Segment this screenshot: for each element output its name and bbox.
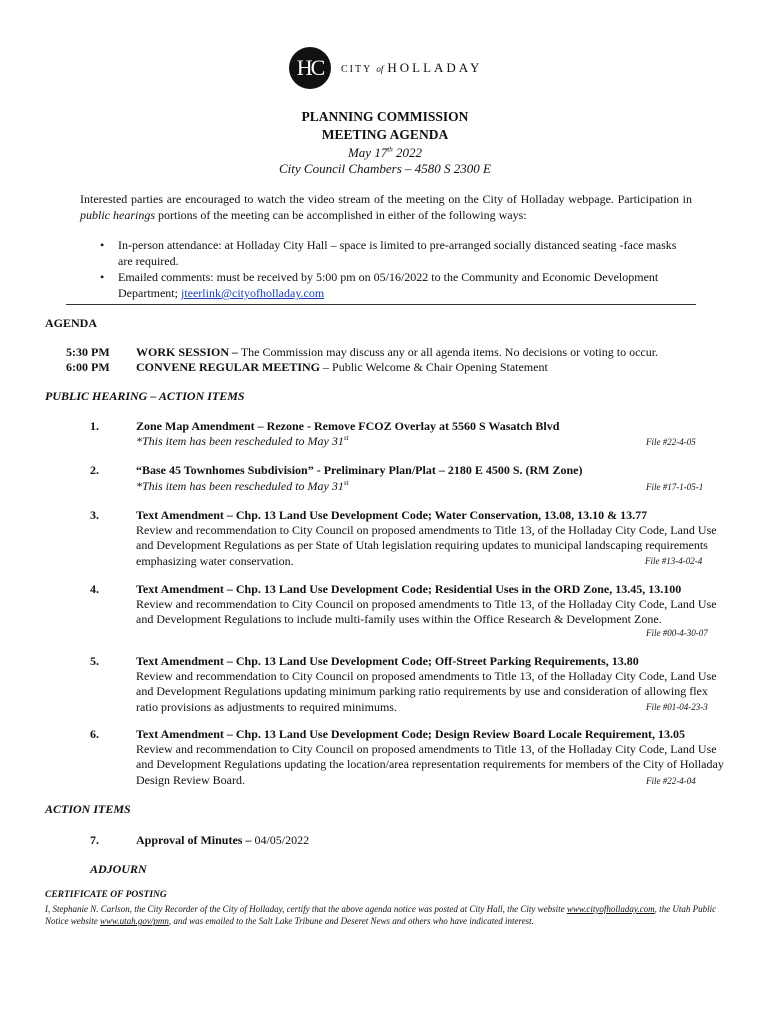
bullet-in-person: • In-person attendance: at Holladay City Hall – space is limited to pre-arranged socially distanced seating -face masks are required. — [100, 238, 677, 268]
item-number: 7. — [90, 833, 99, 847]
bullet-emailed: • Emailed comments: must be received by 5:00 pm on 05/16/2022 to the Community and Economic Development Department; jteerlink@cityofholladay.com — [100, 270, 659, 300]
certificate-text: I, Stephanie N. Carlson, the City Recorder of the City of Holladay, certify that the above agenda notice was posted at City Hall, the City website www.cityofholladay.com, the Utah Public Notice website www.utah.gov/pmn, and was emailed to the Salt Lake Tribune and Deseret News and others who have indicated interest. — [45, 904, 717, 926]
item-description: Review and recommendation to City Council on proposed amendments to Title 13, of the Holladay City Code, Land Use and Development Regulations updating minimum parking ratio requirements by use and consideration of allowing flex ratio provisions as adjustments to required minimums. — [136, 669, 717, 714]
item-title: Text Amendment – Chp. 13 Land Use Development Code; Residential Uses in the ORD Zone, 13.45, 13.100 — [136, 582, 682, 596]
city-name: CITY of HOLLADAY — [341, 60, 483, 75]
work-session: WORK SESSION – The Commission may discuss any or all agenda items. No decisions or voting to occur. — [136, 345, 659, 359]
file-number: File #13-4-02-4 — [645, 556, 703, 566]
item-title: Zone Map Amendment – Rezone - Remove FCOZ Overlay at 5560 S Wasatch Blvd — [136, 419, 560, 433]
agenda-heading: AGENDA — [45, 316, 98, 330]
item-title: Text Amendment – Chp. 13 Land Use Development Code; Design Review Board Locale Requirement, 13.05 — [136, 727, 685, 741]
item-description: Review and recommendation to City Council on proposed amendments to Title 13, of the Holladay City Code, Land Use and Development Regulations updating the location/area representation requirements for members of the City of Holladay Design Review Board. — [136, 742, 724, 787]
file-number: File #00-4-30-07 — [646, 628, 708, 638]
agenda-title-line1: PLANNING COMMISSION — [301, 109, 469, 124]
item-title: Text Amendment – Chp. 13 Land Use Development Code; Off-Street Parking Requirements, 13.80 — [136, 654, 639, 668]
city-seal-icon: HC — [289, 47, 331, 89]
item-number: 6. — [90, 727, 99, 741]
file-number: File #01-04-23-3 — [646, 702, 708, 712]
meeting-date: May 17th 2022 — [347, 145, 423, 160]
agenda-title-line2: MEETING AGENDA — [321, 127, 449, 142]
meeting-location: City Council Chambers – 4580 S 2300 E — [279, 161, 491, 176]
item-description: Review and recommendation to City Council on proposed amendments to Title 13, of the Holladay City Code, Land Use and Development Regulations to include multi-family uses within the Office Research & Development Zone. — [136, 597, 717, 627]
item-description: Review and recommendation to City Council on proposed amendments to Title 13, of the Holladay City Code, Land Use and Development Regulations as per State of Utah legislation requiring updates to municipal landscaping requirements emphasizing water conservation. — [136, 523, 717, 568]
city-logo — [289, 46, 482, 90]
intro-paragraph: Interested parties are encouraged to watch the video stream of the meeting on the City of Holladay webpage. Participation in public hearings portions of the meeting can be accomplished in either of the following ways: — [80, 192, 692, 222]
item-number: 4. — [90, 582, 99, 596]
item-title: Text Amendment – Chp. 13 Land Use Development Code; Water Conservation, 13.08, 13.10 & 13.77 — [136, 508, 648, 522]
regular-meeting: CONVENE REGULAR MEETING – Public Welcome & Chair Opening Statement — [136, 360, 548, 374]
certificate-heading: CERTIFICATE OF POSTING — [45, 890, 167, 900]
regular-meeting-time: 6:00 PM — [66, 360, 110, 374]
bullet-dot-icon: • — [100, 238, 105, 252]
item-title: “Base 45 Townhomes Subdivision” - Preliminary Plan/Plat – 2180 E 4500 S. (RM Zone) — [136, 463, 583, 477]
item-number: 5. — [90, 654, 99, 668]
email-link[interactable]: jteerlink@cityofholladay.com — [180, 286, 325, 300]
public-notice-link[interactable]: www.utah.gov/pmn — [100, 916, 169, 926]
adjourn: ADJOURN — [90, 862, 147, 876]
item-number: 2. — [90, 463, 99, 477]
approval-of-minutes: Approval of Minutes – 04/05/2022 — [136, 833, 310, 847]
public-hearing-heading: PUBLIC HEARING – ACTION ITEMS — [45, 389, 245, 403]
divider — [66, 304, 696, 305]
item-note: *This item has been rescheduled to May 31st — [136, 434, 349, 448]
item-number: 1. — [90, 419, 99, 433]
file-number: File #17-1-05-1 — [646, 482, 704, 492]
bullet-dot-icon: • — [100, 270, 105, 284]
work-session-time: 5:30 PM — [66, 345, 110, 359]
item-number: 3. — [90, 508, 99, 522]
city-website-link[interactable]: www.cityofholladay.com — [566, 904, 655, 914]
file-number: File #22-4-04 — [646, 776, 696, 786]
file-number: File #22-4-05 — [646, 437, 696, 447]
action-items-heading: ACTION ITEMS — [45, 802, 131, 816]
item-note: *This item has been rescheduled to May 31st — [136, 479, 349, 493]
